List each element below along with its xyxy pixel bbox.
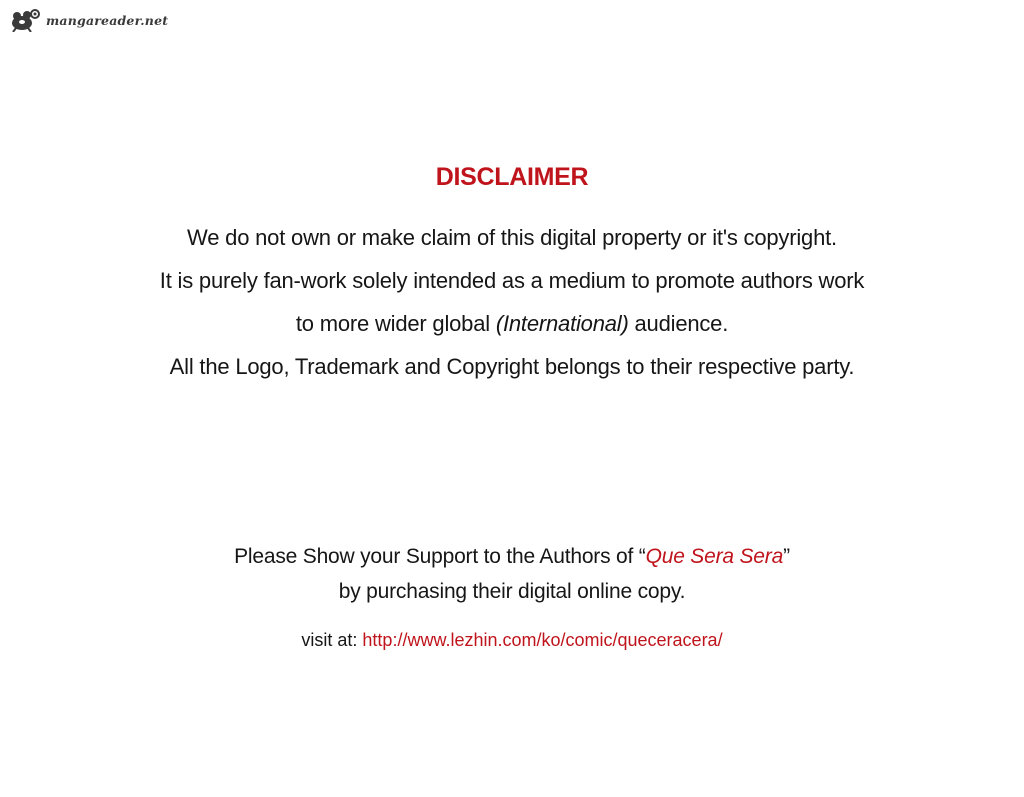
- support-line-1: [0, 539, 1024, 574]
- disclaimer-body: [0, 216, 1024, 388]
- visit-label: visit at:: [301, 630, 363, 650]
- disclaimer-line-1: We do not own or make claim of this digital property or it's copyright.: [187, 225, 837, 250]
- support-line-1-post: ”: [783, 545, 790, 568]
- disclaimer-title: DISCLAIMER: [435, 163, 589, 191]
- disclaimer-line-3-pre: to more wider global: [295, 311, 496, 336]
- watermark-text: mangareader.net: [46, 13, 169, 28]
- site-watermark: [10, 8, 168, 32]
- support-message: [0, 539, 1024, 609]
- comic-title: Que Sera Sera: [645, 545, 784, 568]
- support-line-2: by purchasing their digital online copy.: [338, 580, 686, 603]
- mascot-icon: [10, 8, 44, 32]
- support-line-1-pre: Please Show your Support to the Authors of “: [234, 545, 646, 568]
- visit-url-link[interactable]: http://www.lezhin.com/ko/comic/queceracera/: [362, 630, 723, 650]
- disclaimer-line-4: All the Logo, Trademark and Copyright belongs to their respective party.: [169, 354, 855, 379]
- disclaimer-line-3: [0, 302, 1024, 345]
- disclaimer-line-2: It is purely fan-work solely intended as a medium to promote authors work: [159, 268, 865, 293]
- visit-line: [0, 630, 1024, 651]
- disclaimer-line-3-post: audience.: [628, 311, 729, 336]
- disclaimer-line-3-italic: (International): [495, 311, 629, 336]
